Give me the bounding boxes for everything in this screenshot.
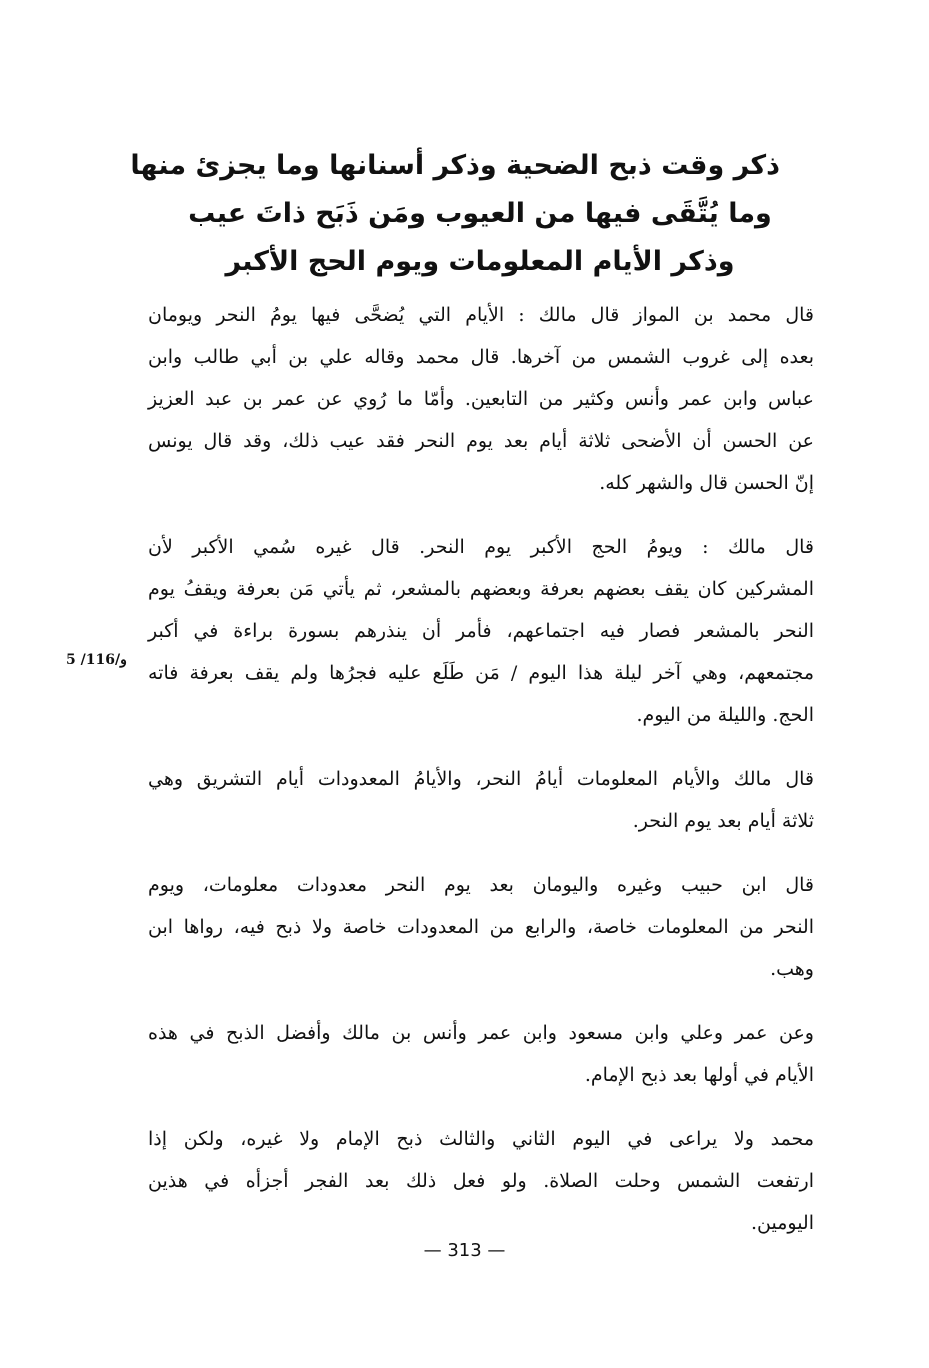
paragraph xyxy=(148,526,814,736)
paragraph xyxy=(148,294,814,504)
heading-line: ذكر وقت ذبح الضحية وذكر أسنانها وما يجزئ منها xyxy=(130,150,780,181)
text-line: قال محمد بن المواز قال مالك : الأيام التي يُضحَّى فيها يومُ النحر ويومان xyxy=(148,304,814,326)
manuscript-folio-reference: 5 /116/و xyxy=(66,652,127,668)
section-heading xyxy=(130,142,780,286)
text-line: قال ابن حبيب وغيره واليومان بعد يوم النحر معدودات معلومات، ويوم xyxy=(148,874,814,896)
text-line: اليومين. xyxy=(750,1212,814,1234)
paragraph xyxy=(148,1118,814,1244)
text-line: وعن عمر وعلي وابن مسعود وابن عمر وأنس بن مالك وأفضل الذبح في هذه xyxy=(148,1022,814,1044)
page-number: — 313 — xyxy=(423,1240,506,1261)
text-line: الحج. والليلة من اليوم. xyxy=(636,704,814,726)
text-line: قال مالك : ويومُ الحج الأكبر يوم النحر. قال غيره سُمي الأكبر لأن xyxy=(148,536,814,558)
text-line: عن الحسن أن الأضحى ثلاثة أيام بعد يوم النحر فقد عيب ذلك، وقد قال يونس xyxy=(148,430,814,452)
text-line: النحر بالمشعر فصار فيه اجتماعهم، فأمر أن ينذرهم بسورة براءة في أكبر xyxy=(148,620,814,642)
text-line: النحر من المعلومات خاصة، والرابع من المعدودات خاصة ولا ذبح فيه، رواها ابن xyxy=(148,916,814,938)
paragraph xyxy=(148,758,814,842)
paragraph xyxy=(148,864,814,990)
text-line: الأيام في أولها بعد ذبح الإمام. xyxy=(584,1064,814,1086)
text-line: بعده إلى غروب الشمس من آخرها. قال محمد وقاله علي بن أبي طالب وابن xyxy=(148,346,814,368)
text-line: ارتفعت الشمس وحلت الصلاة. ولو فعل ذلك بعد الفجر أجزأه في هذين xyxy=(148,1170,814,1192)
text-line: قال مالك والأيام المعلومات أيامُ النحر، والأيامُ المعدودات أيام التشريق وهي xyxy=(148,768,814,790)
text-line: المشركين كان يقف بعضهم بعرفة وبعضهم بالمشعر، ثم يأتي مَن بعرفة ويقفُ يوم xyxy=(148,578,814,600)
text-line: إنّ الحسن قال والشهر كله. xyxy=(599,472,814,494)
paragraph xyxy=(148,1012,814,1096)
heading-line: وما يُتَّقَى فيها من العيوب ومَن ذَبَح ذاتَ عيب xyxy=(188,198,772,229)
text-line: وهب. xyxy=(770,958,814,980)
text-line: عباس وابن عمر وأنس وكثير من التابعين. وأمّا ما رُوي عن عمر بن عبد العزيز xyxy=(148,388,814,410)
text-line: ثلاثة أيام بعد يوم النحر. xyxy=(632,810,814,832)
text-line: محمد ولا يراعى في اليوم الثاني والثالث ذبح الإمام ولا غيره، ولكن إذا xyxy=(148,1128,814,1150)
body-text xyxy=(148,294,814,1266)
text-line: مجتمعهم، وهي آخر ليلة هذا اليوم / مَن طَلَع عليه فجرُها ولم يقف بعرفة فاته xyxy=(148,662,814,684)
heading-line: وذكر الأيام المعلومات ويوم الحج الأكبر xyxy=(225,246,735,277)
